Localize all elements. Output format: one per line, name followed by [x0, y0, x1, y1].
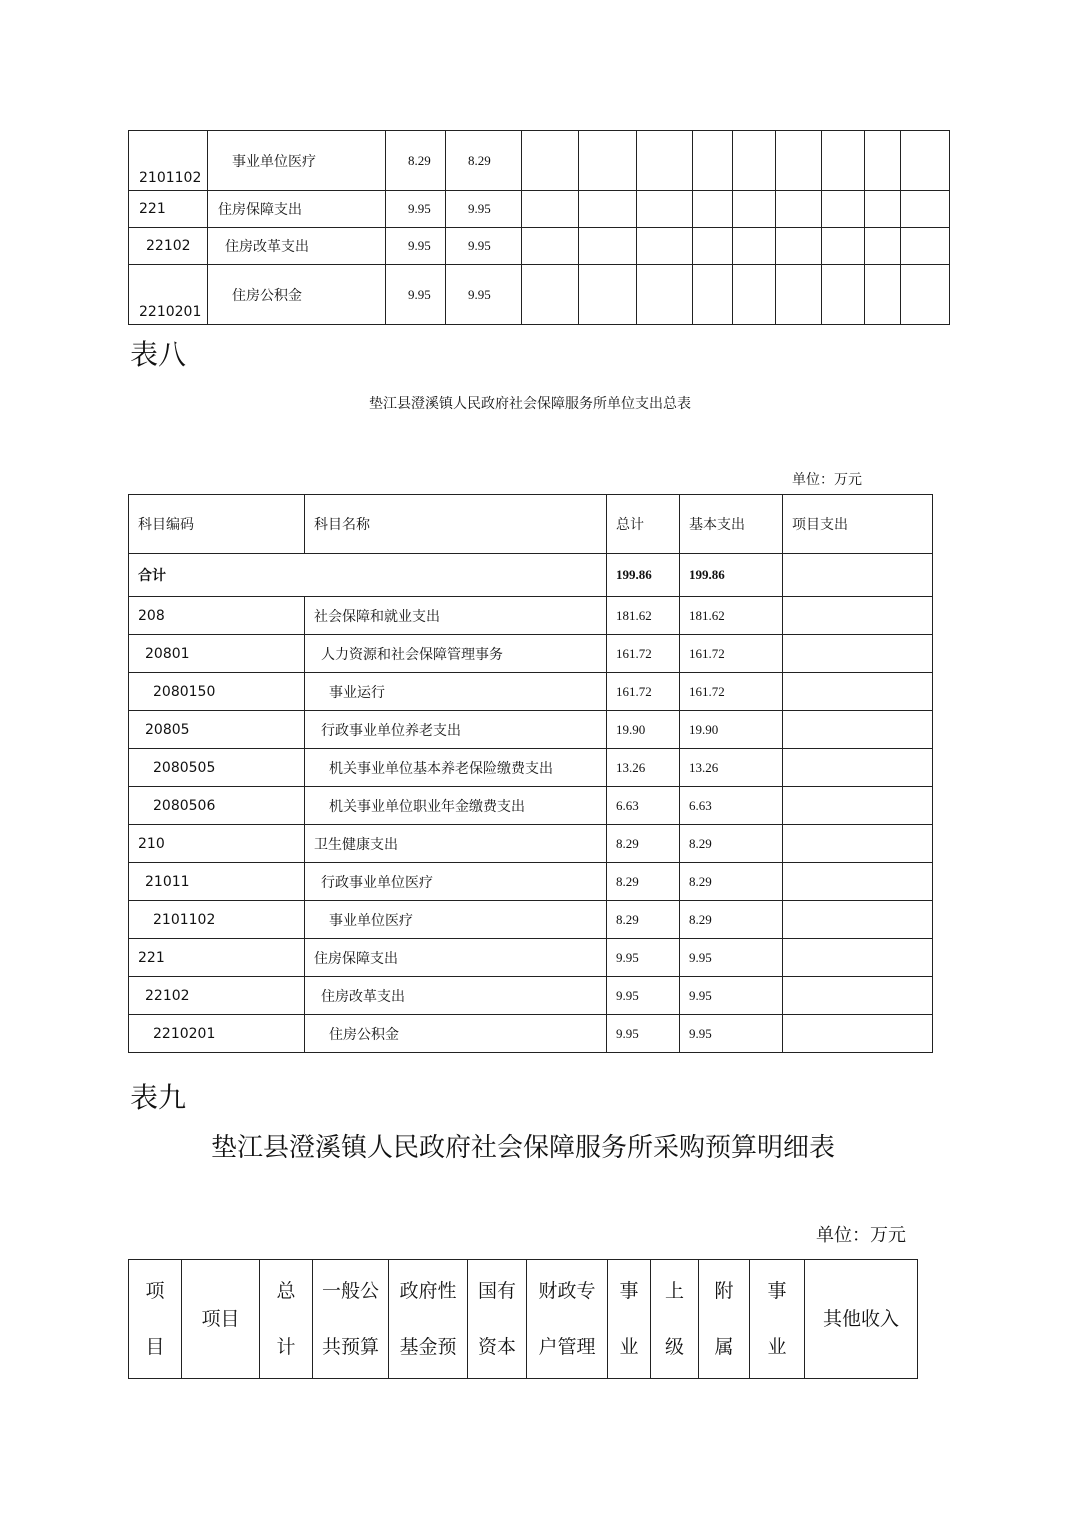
header-cell: 国有 资本 — [468, 1260, 527, 1379]
subject-name: 住房改革支出 — [208, 228, 386, 265]
table-header-row — [129, 495, 933, 554]
subject-code: 22102 — [129, 977, 305, 1015]
table-row — [129, 131, 950, 191]
header-cell: 项目 — [182, 1260, 260, 1379]
header-cell: 财政专 户管理 — [527, 1260, 608, 1379]
subject-name: 行政事业单位医疗 — [305, 863, 607, 901]
subject-code: 210 — [129, 825, 305, 863]
total-basic: 199.86 — [680, 554, 783, 597]
table-row — [129, 191, 950, 228]
subject-name: 住房保障支出 — [305, 939, 607, 977]
table-row — [129, 749, 933, 787]
subject-name: 事业单位医疗 — [305, 901, 607, 939]
table-nine-label: 表九 — [130, 1081, 187, 1114]
expense-table-continued — [128, 130, 950, 325]
value-basic: 8.29 — [680, 825, 783, 863]
subject-code: 20801 — [129, 635, 305, 673]
header-cell: 总 计 — [260, 1260, 313, 1379]
value-basic: 8.29 — [680, 863, 783, 901]
value-total: 8.29 — [386, 131, 446, 191]
value-basic: 6.63 — [680, 787, 783, 825]
subject-code: 21011 — [129, 863, 305, 901]
value-basic: 181.62 — [680, 597, 783, 635]
subject-name: 机关事业单位职业年金缴费支出 — [305, 787, 607, 825]
table-eight-unit: 单位：万元 — [792, 472, 862, 488]
header-cell: 一般公 共预算 — [313, 1260, 389, 1379]
subject-code: 2080505 — [129, 749, 305, 787]
subject-code: 2101102 — [129, 901, 305, 939]
subject-code: 2080506 — [129, 787, 305, 825]
value-total: 19.90 — [607, 711, 680, 749]
total-label: 合计 — [129, 554, 607, 597]
subject-code: 2101102 — [129, 131, 208, 191]
procurement-budget-table — [128, 1259, 918, 1379]
value-total: 9.95 — [386, 265, 446, 325]
header-cell: 事 业 — [750, 1260, 805, 1379]
value-basic: 9.95 — [446, 228, 522, 265]
value-total: 13.26 — [607, 749, 680, 787]
table-row — [129, 825, 933, 863]
subject-name: 卫生健康支出 — [305, 825, 607, 863]
subject-code: 2210201 — [129, 265, 208, 325]
table-eight-title: 垫江县澄溪镇人民政府社会保障服务所单位支出总表 — [369, 396, 691, 412]
subject-code: 2210201 — [129, 1015, 305, 1053]
subject-code: 22102 — [129, 228, 208, 265]
value-basic: 8.29 — [446, 131, 522, 191]
table-row — [129, 863, 933, 901]
value-basic: 13.26 — [680, 749, 783, 787]
value-total: 8.29 — [607, 825, 680, 863]
subject-name: 行政事业单位养老支出 — [305, 711, 607, 749]
subject-name: 住房公积金 — [305, 1015, 607, 1053]
header-total: 总计 — [607, 495, 680, 554]
header-project: 项目支出 — [783, 495, 933, 554]
subject-name: 机关事业单位基本养老保险缴费支出 — [305, 749, 607, 787]
table-row — [129, 1015, 933, 1053]
value-total: 161.72 — [607, 635, 680, 673]
value-basic: 9.95 — [680, 1015, 783, 1053]
subject-code: 20805 — [129, 711, 305, 749]
value-total: 6.63 — [607, 787, 680, 825]
table-nine-unit: 单位：万元 — [816, 1225, 906, 1246]
value-basic: 19.90 — [680, 711, 783, 749]
table-row — [129, 901, 933, 939]
total-value: 199.86 — [607, 554, 680, 597]
subject-name: 住房保障支出 — [208, 191, 386, 228]
value-total: 9.95 — [607, 977, 680, 1015]
value-total: 8.29 — [607, 863, 680, 901]
header-cell: 上 级 — [651, 1260, 699, 1379]
table-nine-title: 垫江县澄溪镇人民政府社会保障服务所采购预算明细表 — [210, 1133, 835, 1163]
header-code: 科目编码 — [129, 495, 305, 554]
table-row — [129, 228, 950, 265]
value-total: 9.95 — [386, 228, 446, 265]
subject-name: 事业单位医疗 — [208, 131, 386, 191]
table-row — [129, 597, 933, 635]
subject-name: 住房改革支出 — [305, 977, 607, 1015]
value-total: 9.95 — [386, 191, 446, 228]
subject-code: 221 — [129, 939, 305, 977]
table-row — [129, 635, 933, 673]
value-basic: 161.72 — [680, 673, 783, 711]
subject-code: 221 — [129, 191, 208, 228]
value-total: 181.62 — [607, 597, 680, 635]
table-row — [129, 977, 933, 1015]
value-total: 8.29 — [607, 901, 680, 939]
value-total: 9.95 — [607, 939, 680, 977]
subject-code: 2080150 — [129, 673, 305, 711]
header-cell: 项 目 — [129, 1260, 182, 1379]
value-total: 161.72 — [607, 673, 680, 711]
table-row — [129, 673, 933, 711]
header-cell: 事 业 — [608, 1260, 651, 1379]
subject-name: 社会保障和就业支出 — [305, 597, 607, 635]
table-row — [129, 939, 933, 977]
subject-name: 事业运行 — [305, 673, 607, 711]
value-total: 9.95 — [607, 1015, 680, 1053]
total-row — [129, 554, 933, 597]
value-basic: 9.95 — [446, 191, 522, 228]
subject-name: 人力资源和社会保障管理事务 — [305, 635, 607, 673]
subject-name: 住房公积金 — [208, 265, 386, 325]
header-cell: 附 属 — [699, 1260, 750, 1379]
table-row — [129, 787, 933, 825]
header-basic: 基本支出 — [680, 495, 783, 554]
unit-expense-summary-table — [128, 494, 933, 1053]
subject-code: 208 — [129, 597, 305, 635]
header-name: 科目名称 — [305, 495, 607, 554]
value-basic: 9.95 — [446, 265, 522, 325]
value-basic: 161.72 — [680, 635, 783, 673]
table-row — [129, 711, 933, 749]
table-row — [129, 265, 950, 325]
header-cell: 政府性 基金预 — [389, 1260, 468, 1379]
value-basic: 9.95 — [680, 977, 783, 1015]
table-header-row — [129, 1260, 918, 1379]
value-basic: 9.95 — [680, 939, 783, 977]
table-eight-label: 表八 — [130, 338, 187, 371]
value-basic: 8.29 — [680, 901, 783, 939]
header-cell: 其他收入 — [805, 1260, 918, 1379]
